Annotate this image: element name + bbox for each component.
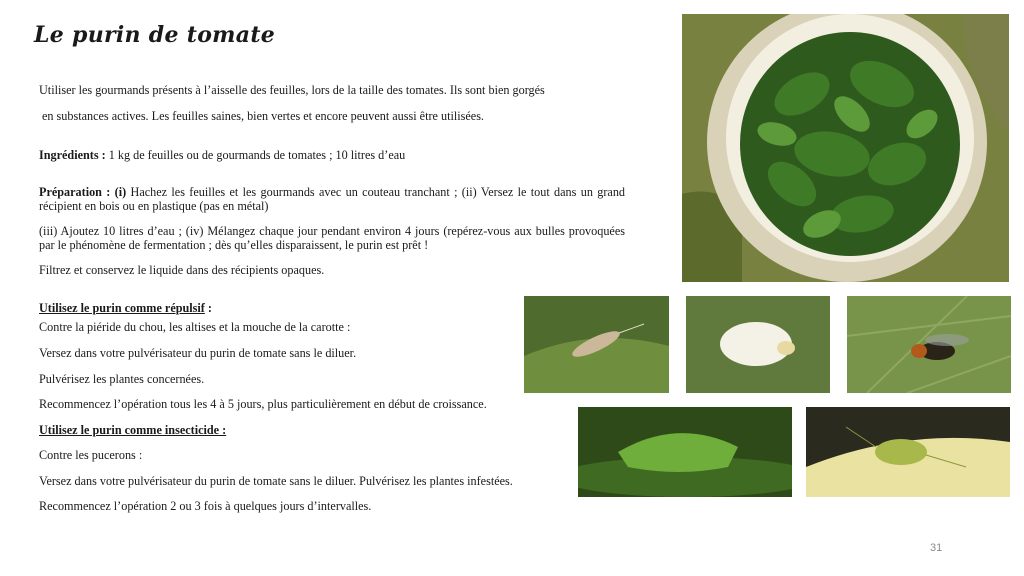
insecticide-targets: Contre les pucerons :: [39, 448, 143, 462]
intro-line-1: Utiliser les gourmands présents à l’aisselle des feuilles, lors de la taille des tomates. Ils sont bien gorgés: [39, 83, 545, 97]
ingredients-paragraph: [39, 149, 625, 163]
preparation-label: Préparation : (i): [39, 185, 127, 199]
preparation-paragraph: [39, 186, 625, 213]
insecticide-step-1: Versez dans votre pulvérisateur du purin de tomate sans le diluer. Pulvérisez les plantes infestées.: [39, 474, 513, 488]
preparation-step-3: (iii) Ajoutez 10 litres d’eau ; (iv) Mélangez chaque jour pendant environ 4 jours (repérez-vous aux bulles provoquées par le phénomène de fermentation ; dès qu’elles disparaissent, le purin est prêt !: [39, 224, 625, 252]
repellent-step-1: Versez dans votre pulvérisateur du purin de tomate sans le diluer.: [39, 346, 357, 360]
green-bug-insect-photo: [578, 407, 792, 497]
repellent-heading-colon: :: [204, 301, 212, 315]
filter-instruction: Filtrez et conservez le liquide dans des récipients opaques.: [39, 263, 325, 277]
repellent-step-2: Pulvérisez les plantes concernées.: [39, 372, 205, 386]
repellent-heading-text: Utilisez le purin comme répulsif: [39, 301, 205, 315]
intro-line-2: en substances actives. Les feuilles saines, bien vertes et encore peuvent aussi être utilisées.: [42, 109, 484, 123]
insecticide-heading-text: Utilisez le purin comme insecticide :: [39, 423, 227, 437]
page-number: 31: [930, 542, 943, 554]
ingredients-label: Ingrédients :: [39, 148, 106, 162]
insecticide-step-2: Recommencez l’opération 2 ou 3 fois à quelques jours d’intervalles.: [39, 499, 372, 513]
repellent-targets: Contre la piéride du chou, les altises et la mouche de la carotte :: [39, 320, 351, 334]
whitefly-insect-photo: [686, 296, 830, 393]
ingredients-text: 1 kg de feuilles ou de gourmands de tomates ; 10 litres d’eau: [108, 148, 406, 162]
carrot-fly-insect-photo: [847, 296, 1011, 393]
slide-title: Le purin de tomate: [34, 22, 276, 48]
moth-insect-photo: [524, 296, 669, 393]
preparation-text: Hachez les feuilles et les gourmands avec un couteau tranchant ; (ii) Versez le tout dans un grand récipient en bois ou en plastique (pas en métal): [39, 185, 626, 213]
repellent-step-3: Recommencez l’opération tous les 4 à 5 jours, plus particulièrement en début de croissance.: [39, 397, 487, 411]
tomato-leaves-bowl-photo: [682, 14, 1009, 282]
aphid-insect-photo: [806, 407, 1010, 497]
insecticide-heading: [39, 424, 625, 438]
